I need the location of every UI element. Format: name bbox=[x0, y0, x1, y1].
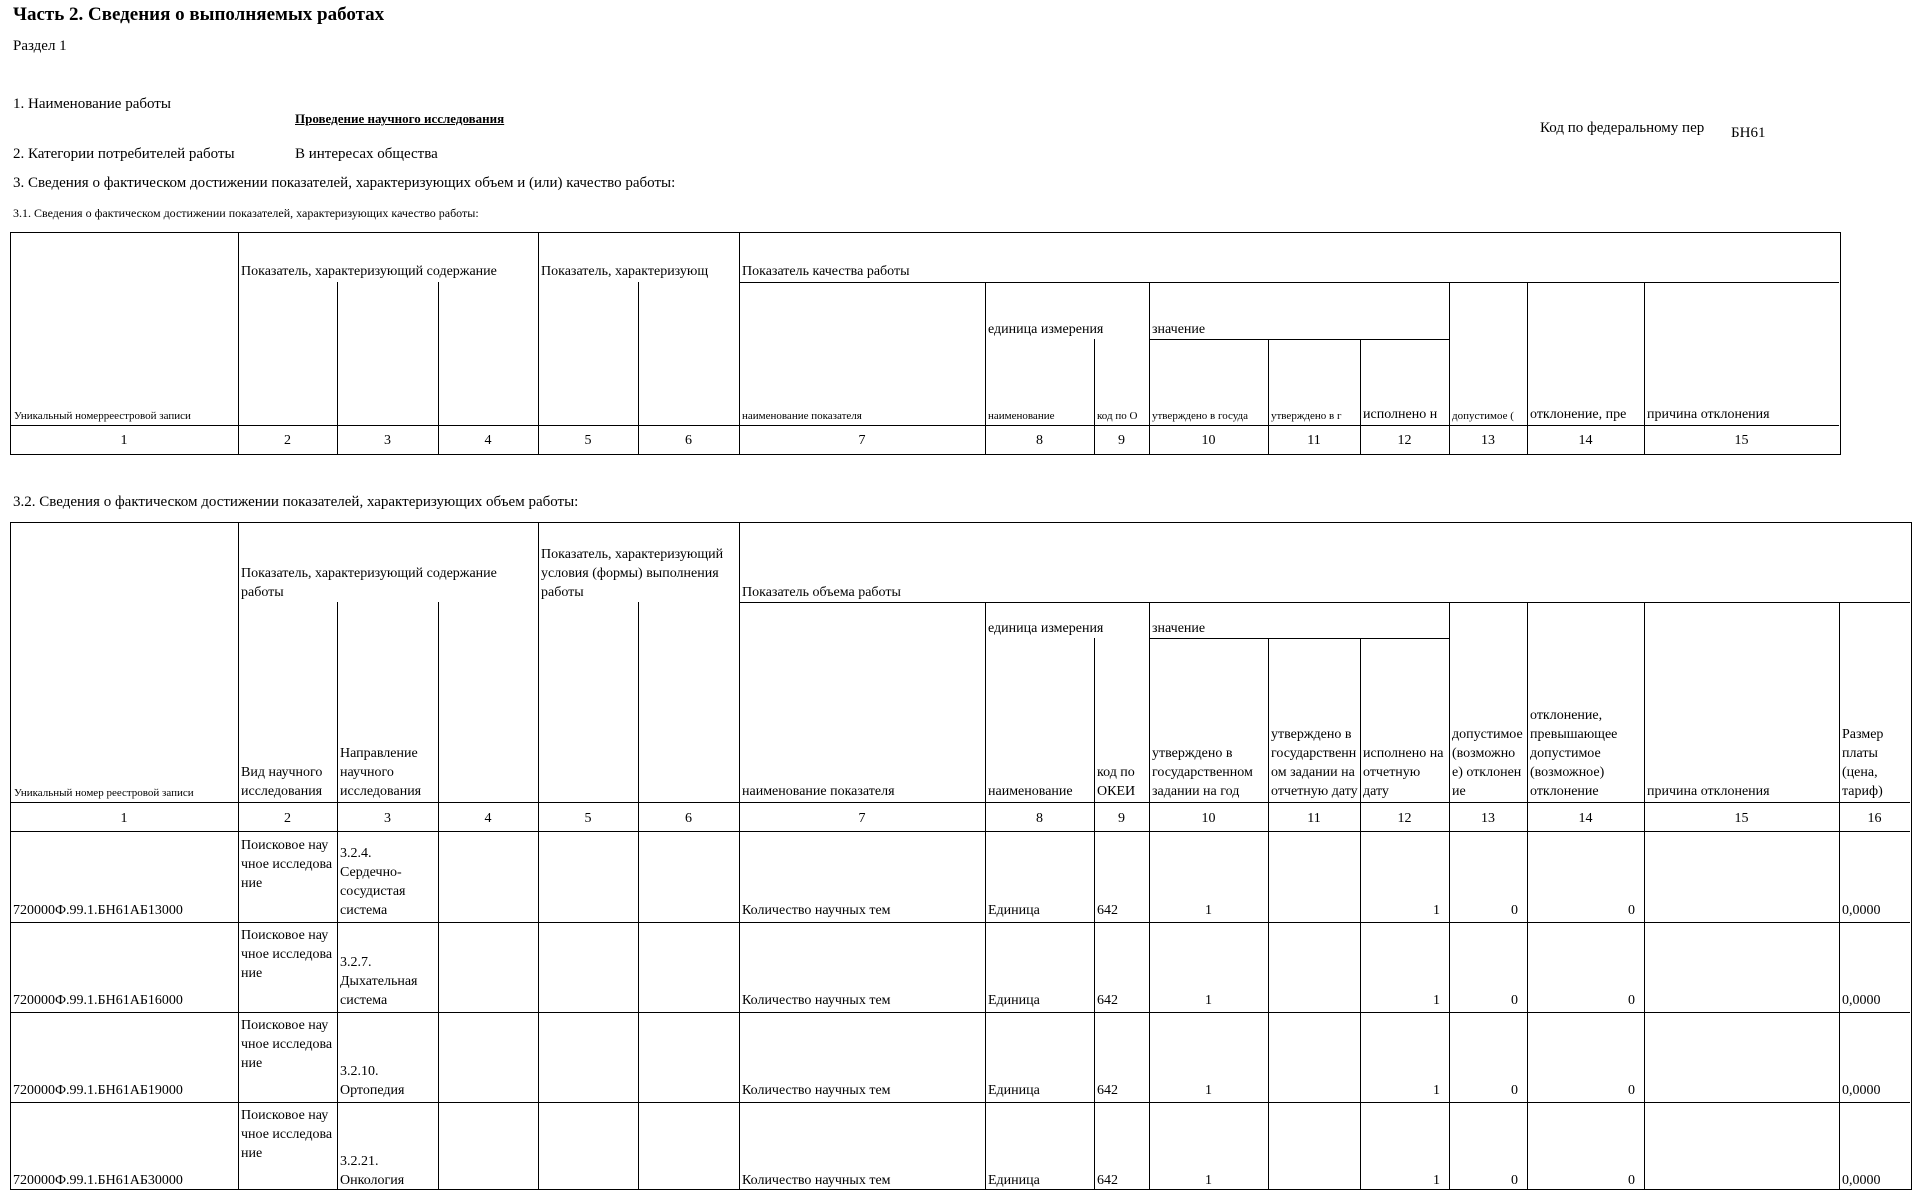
column-number: 13 bbox=[1481, 811, 1495, 826]
column-number: 8 bbox=[1036, 811, 1043, 826]
cell-kind: Поисковое научное исследование bbox=[241, 928, 333, 981]
column-number: 5 bbox=[584, 811, 592, 826]
column-number: 15 bbox=[1734, 811, 1749, 826]
cell-kind: Поисковое научное исследование bbox=[241, 838, 333, 891]
t2-col3: Направление научного исследования bbox=[340, 746, 422, 799]
column-number: 9 bbox=[1118, 433, 1125, 448]
cell-excess: 0 bbox=[1628, 993, 1635, 1008]
section-label: Раздел 1 bbox=[13, 38, 67, 54]
t2-col12: исполнено на отчетную дату bbox=[1363, 746, 1444, 799]
cell-done: 1 bbox=[1433, 1173, 1440, 1188]
column-number: 13 bbox=[1481, 433, 1495, 448]
cell-okei: 642 bbox=[1097, 1173, 1118, 1188]
cell-reason bbox=[1647, 922, 1836, 1010]
t1-col14: отклонение, пре bbox=[1530, 407, 1627, 422]
cell-indicator: Количество научных тем bbox=[742, 1173, 891, 1188]
cell-reason bbox=[1647, 1102, 1836, 1190]
work-name-value: Проведение научного исследования bbox=[295, 111, 505, 126]
item3-text: 3. Сведения о фактическом достижении показателей, характеризующих объем и (или) качество работы: bbox=[13, 175, 676, 191]
cell-direction: 3.2.21. Онкология bbox=[340, 1154, 405, 1188]
cell-approved-date bbox=[1271, 922, 1357, 1010]
cell-reg: 720000Ф.99.1.БН61АБ30000 bbox=[13, 1173, 183, 1188]
t1-col12: исполнено н bbox=[1363, 407, 1438, 422]
cell-allowed: 0 bbox=[1511, 903, 1518, 918]
column-number: 5 bbox=[584, 433, 592, 448]
column-number: 14 bbox=[1578, 811, 1593, 826]
cell-done: 1 bbox=[1433, 993, 1440, 1008]
cell-excess: 0 bbox=[1628, 903, 1635, 918]
t2-col9: код по ОКЕИ bbox=[1097, 765, 1136, 799]
column-number: 7 bbox=[858, 433, 866, 448]
cell-okei: 642 bbox=[1097, 903, 1118, 918]
cell-kind: Поисковое научное исследование bbox=[241, 1108, 333, 1161]
column-number: 6 bbox=[685, 811, 692, 826]
cell-indicator: Количество научных тем bbox=[742, 903, 891, 918]
item32-text: 3.2. Сведения о фактическом достижении показателей, характеризующих объем работы: bbox=[13, 494, 579, 510]
cell-okei: 642 bbox=[1097, 1083, 1118, 1098]
column-number: 1 bbox=[120, 811, 128, 826]
cell-done: 1 bbox=[1433, 903, 1440, 918]
column-number: 2 bbox=[284, 811, 291, 826]
column-number: 11 bbox=[1307, 811, 1321, 826]
cell-direction: 3.2.7. Дыхательная система bbox=[340, 955, 418, 1008]
t2-group-volume: Показатель объема работы bbox=[742, 585, 901, 600]
column-number: 3 bbox=[384, 433, 391, 448]
cell-fee: 0,0000 bbox=[1842, 1173, 1881, 1188]
cell-approved-date bbox=[1271, 1012, 1357, 1100]
t1-col1: Уникальный номерреестровой записи bbox=[14, 410, 191, 422]
cell-reg: 720000Ф.99.1.БН61АБ13000 bbox=[13, 903, 183, 918]
cell-reason bbox=[1647, 832, 1836, 920]
cell-approved-date bbox=[1271, 832, 1357, 920]
cell-reason bbox=[1647, 1012, 1836, 1100]
cell-unit: Единица bbox=[988, 903, 1040, 918]
t2-col8: наименование bbox=[988, 784, 1073, 799]
consumers-label: 2. Категории потребителей работы bbox=[13, 146, 235, 162]
cell-excess: 0 bbox=[1628, 1083, 1635, 1098]
federal-code-value: БН61 bbox=[1731, 125, 1766, 141]
cell-approved-year: 1 bbox=[1205, 1083, 1212, 1098]
t2-group-content: Показатель, характеризующий содержание работы bbox=[241, 566, 497, 600]
cell-fee: 0,0000 bbox=[1842, 903, 1881, 918]
column-number: 3 bbox=[384, 811, 391, 826]
column-number: 16 bbox=[1867, 811, 1882, 826]
cell-done: 1 bbox=[1433, 1083, 1440, 1098]
cell-approved-year: 1 bbox=[1205, 903, 1212, 918]
t1-col13: допустимое ( bbox=[1452, 410, 1514, 422]
page-title: Часть 2. Сведения о выполняемых работах bbox=[13, 4, 385, 25]
column-number: 15 bbox=[1734, 433, 1749, 448]
cell-indicator: Количество научных тем bbox=[742, 993, 891, 1008]
column-number: 10 bbox=[1201, 811, 1216, 826]
item31-text: 3.1. Сведения о фактическом достижении показателей, характеризующих качество работы: bbox=[13, 206, 479, 220]
column-number: 2 bbox=[284, 433, 291, 448]
column-number: 11 bbox=[1307, 433, 1321, 448]
cell-fee: 0,0000 bbox=[1842, 993, 1881, 1008]
t2-value-group: значение bbox=[1152, 621, 1206, 636]
cell-unit: Единица bbox=[988, 1173, 1040, 1188]
t1-col11: утверждено в г bbox=[1271, 410, 1342, 422]
cell-fee: 0,0000 bbox=[1842, 1083, 1881, 1098]
cell-allowed: 0 bbox=[1511, 1173, 1518, 1188]
t1-col8: наименование bbox=[988, 410, 1055, 422]
column-number: 4 bbox=[484, 433, 492, 448]
column-number: 1 bbox=[120, 433, 128, 448]
t1-group-content: Показатель, характеризующий содержание bbox=[241, 264, 497, 279]
cell-kind: Поисковое научное исследование bbox=[241, 1018, 333, 1071]
t1-group-conditions: Показатель, характеризующ bbox=[541, 264, 709, 279]
cell-direction: 3.2.4. Сердечно-сосудистая система bbox=[340, 846, 406, 918]
cell-approved-year: 1 bbox=[1205, 993, 1212, 1008]
t2-col16: Размер платы (цена, тариф) bbox=[1842, 727, 1884, 799]
t1-col10: утверждено в госуда bbox=[1152, 410, 1249, 422]
t2-col7: наименование показателя bbox=[742, 784, 895, 799]
column-number: 7 bbox=[858, 811, 866, 826]
column-number: 12 bbox=[1397, 433, 1412, 448]
t2-group-conditions: Показатель, характеризующий условия (формы) выполнения работы bbox=[541, 547, 724, 600]
t2-col14: отклонение, превышающее допустимое (возможное) отклонение bbox=[1530, 708, 1618, 799]
cell-excess: 0 bbox=[1628, 1173, 1635, 1188]
column-number: 9 bbox=[1118, 811, 1125, 826]
column-number: 8 bbox=[1036, 433, 1043, 448]
cell-reg: 720000Ф.99.1.БН61АБ19000 bbox=[13, 1083, 183, 1098]
consumers-value: В интересах общества bbox=[295, 146, 438, 162]
cell-unit: Единица bbox=[988, 993, 1040, 1008]
cell-reg: 720000Ф.99.1.БН61АБ16000 bbox=[13, 993, 183, 1008]
t1-value-group: значение bbox=[1152, 322, 1206, 337]
work-name-label: 1. Наименование работы bbox=[13, 96, 171, 112]
t1-group-quality: Показатель качества работы bbox=[742, 264, 910, 279]
t2-col11: утверждено в государственном задании на отчетную дату bbox=[1271, 727, 1358, 799]
t2-col2: Вид научного исследования bbox=[241, 765, 323, 799]
cell-okei: 642 bbox=[1097, 993, 1118, 1008]
cell-unit: Единица bbox=[988, 1083, 1040, 1098]
t2-col15: причина отклонения bbox=[1647, 784, 1770, 799]
t1-col9: код по О bbox=[1097, 410, 1138, 422]
column-number: 4 bbox=[484, 811, 492, 826]
cell-approved-date bbox=[1271, 1102, 1357, 1190]
column-number: 12 bbox=[1397, 811, 1412, 826]
t1-unit-group: единица измерения bbox=[988, 322, 1104, 337]
column-number: 14 bbox=[1578, 433, 1593, 448]
column-number: 6 bbox=[685, 433, 692, 448]
federal-code-label: Код по федеральному пер bbox=[1540, 120, 1705, 136]
cell-indicator: Количество научных тем bbox=[742, 1083, 891, 1098]
t2-unit-group: единица измерения bbox=[988, 621, 1104, 636]
cell-allowed: 0 bbox=[1511, 1083, 1518, 1098]
t1-col7: наименование показателя bbox=[742, 410, 862, 422]
t2-col13: допустимое (возможное) отклонение bbox=[1452, 727, 1523, 799]
t2-col1: Уникальный номер реестровой записи bbox=[14, 787, 194, 799]
t1-col15: причина отклонения bbox=[1647, 407, 1770, 422]
cell-direction: 3.2.10. Ортопедия bbox=[340, 1064, 405, 1098]
t2-col10: утверждено в государственном задании на год bbox=[1152, 746, 1253, 799]
column-number: 10 bbox=[1201, 433, 1216, 448]
cell-allowed: 0 bbox=[1511, 993, 1518, 1008]
cell-approved-year: 1 bbox=[1205, 1173, 1212, 1188]
